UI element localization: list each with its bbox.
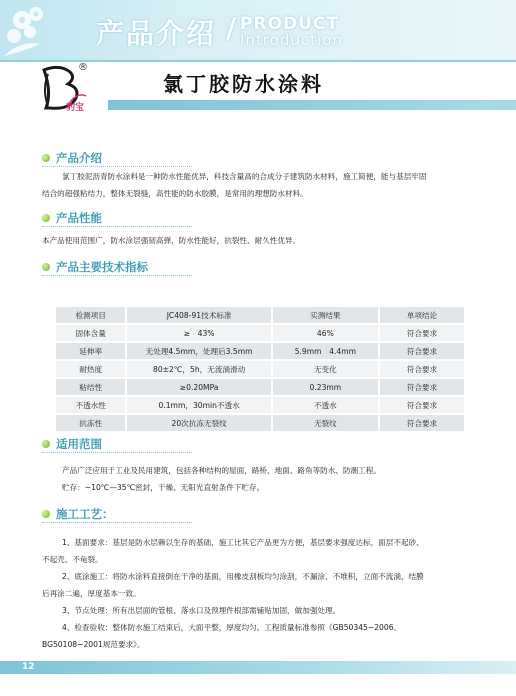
page-title-en-2: Introduction (240, 31, 343, 49)
table-row (56, 415, 464, 431)
table-cell: 不透水性 (56, 397, 125, 413)
bullet-icon (42, 153, 52, 163)
table-row (56, 325, 464, 341)
product-title: 氯丁胶防水涂料 (163, 72, 324, 96)
performance-line-1: 本产品使用范围广，防水涂层强韧高弹，防水性能好，抗裂性、耐久性优异。 (42, 236, 301, 245)
flower-decoration-icon (0, 0, 80, 60)
table-row (56, 397, 464, 413)
table-row (56, 343, 464, 359)
section-underline (42, 275, 192, 277)
intro-line-1: 氯丁胶泥沥青防水涂料是一种防水性能优异，科技含量高的合成分子建筑防水材料，施工简便，能与基层牢固 (62, 172, 427, 181)
process-line-6: 4、检查验收：整体防水施工结束后，大面平整，厚度均匀。工程质量标准参照《GB50345−2006、 (62, 623, 402, 632)
brand-name: 豹宝 (66, 103, 85, 113)
spec-table (54, 305, 466, 433)
table-cell: 符合要求 (380, 415, 464, 431)
scope-line-2: 贮存：−10℃—35℃密封，干燥、无阳光直射条件下贮存。 (62, 483, 265, 492)
table-cell: 符合要求 (380, 325, 464, 341)
table-row (56, 361, 464, 377)
table-row (56, 379, 464, 395)
page-title-en-1: PRODUCT (240, 14, 339, 34)
table-header-row (56, 307, 464, 323)
table-cell: 符合要求 (380, 361, 464, 377)
bullet-icon (42, 509, 52, 519)
title-separator: / (226, 11, 237, 44)
header-band (0, 0, 516, 60)
section-heading-intro: 产品介绍 (42, 150, 102, 166)
table-cell: 无变化 (273, 361, 378, 377)
table-cell: 符合要求 (380, 343, 464, 359)
table-cell: 耐热度 (56, 361, 125, 377)
section-underline (42, 226, 192, 228)
brand-logo-icon (30, 62, 100, 114)
table-cell: 延伸率 (56, 343, 125, 359)
process-line-7: BG50108−2001规范要求》。 (42, 640, 145, 649)
scope-line-1: 产品广泛应用于工业及民用建筑，包括各种结构的屋面，路桥、地面、路角等防水、防潮工程。 (62, 466, 381, 475)
section-heading-performance: 产品性能 (42, 210, 102, 226)
intro-line-2: 结合的超强粘结力，整体无裂缝，高性能的防水胶膜，是常用的理想防水材料。 (42, 189, 308, 198)
process-line-4: 后再涂二遍，厚度基本一致。 (42, 589, 141, 598)
section-heading-specs: 产品主要技术指标 (42, 259, 148, 275)
table-cell: ≥0.20MPa (127, 379, 271, 395)
table-cell: 符合要求 (380, 379, 464, 395)
table-cell: 固体含量 (56, 325, 125, 341)
section-heading-process: 施工工艺： (42, 506, 114, 522)
bullet-icon (42, 213, 52, 223)
page-number: 12 (22, 662, 35, 672)
section-underline (42, 452, 192, 454)
bullet-icon (42, 262, 52, 272)
table-cell: 20次抗冻无裂纹 (127, 415, 271, 431)
table-cell: 无处理4.5mm，处理后3.5mm (127, 343, 271, 359)
table-cell: 粘结性 (56, 379, 125, 395)
table-cell: 不透水 (273, 397, 378, 413)
table-cell: 无裂纹 (273, 415, 378, 431)
table-cell: 抗冻性 (56, 415, 125, 431)
process-line-5: 3、节点处理：所有出层面的管根、落水口及预埋件根部需铺贴加固，做加强处理。 (62, 606, 341, 615)
column-header: 检测项目 (56, 307, 125, 323)
column-header: 单项结论 (380, 307, 464, 323)
process-line-2: 不起壳、不龟裂。 (42, 555, 103, 564)
table-cell: 符合要求 (380, 397, 464, 413)
process-line-1: 1、基面要求：基层是防水层赖以生存的基础，施工比其它产品更为方便，基层要求强度达标，面层不起砂、 (62, 538, 424, 547)
column-header: JC408-91技术标准 (127, 307, 271, 323)
bullet-icon (42, 439, 52, 449)
section-underline (42, 522, 192, 524)
footer-bar (0, 661, 516, 674)
table-cell: 0.23mm (273, 379, 378, 395)
table-cell: ≥ 43% (127, 325, 271, 341)
process-line-3: 2、底涂施工：将防水涂料直接倒在干净的基面，用橡皮刮板均匀涂刮，不漏涂、不堆积，立面不流淌，结膜 (62, 572, 424, 581)
section-heading-scope: 适用范围 (42, 436, 102, 452)
table-cell: 5.9mm 4.4mm (273, 343, 378, 359)
table-cell: 80±2℃，5h，无流淌滑动 (127, 361, 271, 377)
table-cell: 0.1mm，30min不透水 (127, 397, 271, 413)
page-title-cn: 产品介绍 (96, 17, 217, 50)
title-rule (108, 100, 516, 110)
table-cell: 46% (273, 325, 378, 341)
column-header: 实测结果 (273, 307, 378, 323)
registered-mark: ® (78, 62, 88, 73)
